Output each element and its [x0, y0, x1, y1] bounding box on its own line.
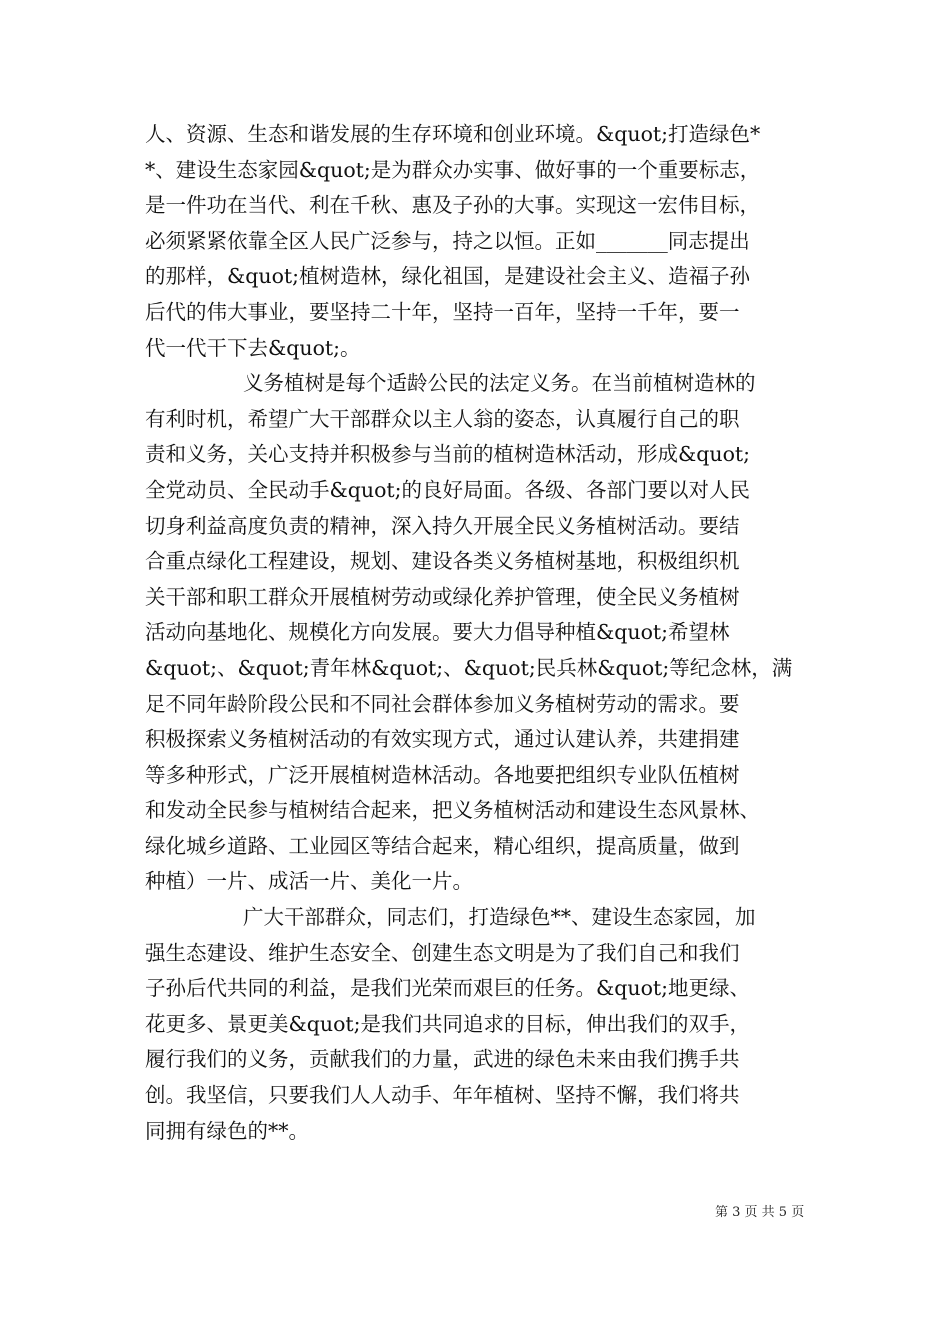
- text-line: 种植）一片、成活一片、美化一片。: [145, 869, 473, 894]
- text-line: 足不同年龄阶段公民和不同社会群体参加义务植树劳动的需求。要: [145, 691, 740, 716]
- text-line: 义务植树是每个适龄公民的法定义务。在当前植树造林的: [243, 371, 756, 396]
- text-line: 后代的伟大事业，要坚持二十年，坚持一百年，坚持一千年，要一: [145, 299, 740, 324]
- text-line: 同拥有绿色的**。: [145, 1118, 309, 1143]
- text-line: 必须紧紧依靠全区人民广泛参与，持之以恒。正如_______同志提出: [145, 228, 750, 253]
- text-line: 关干部和职工群众开展植树劳动或绿化养护管理，使全民义务植树: [145, 584, 740, 609]
- text-line: 子孙后代共同的利益，是我们光荣而艰巨的任务。&quot;地更绿、: [145, 976, 751, 1001]
- text-line: 代一代干下去&quot;。: [145, 335, 361, 360]
- text-line: 人、资源、生态和谐发展的生存环境和创业环境。&quot;打造绿色*: [145, 122, 761, 146]
- text-line: &quot;、&quot;青年林&quot;、&quot;民兵林&quot;等纪念林，满: [145, 655, 793, 680]
- text-line: *、建设生态家园&quot;是为群众办实事、做好事的一个重要标志，: [145, 157, 761, 182]
- text-line: 绿化城乡道路、工业园区等结合起来，精心组织，提高质量，做到: [145, 833, 740, 858]
- page-number-footer: 第 3 页 共 5 页: [715, 1205, 805, 1220]
- text-line: 广大干部群众，同志们，打造绿色**、建设生态家园，加: [243, 905, 756, 930]
- text-line: 履行我们的义务，贡献我们的力量，武进的绿色未来由我们携手共: [145, 1047, 740, 1072]
- text-line: 强生态建设、维护生态安全、创建生态文明是为了我们自己和我们: [145, 940, 740, 965]
- text-line: 活动向基地化、规模化方向发展。要大力倡导种植&quot;希望林: [145, 620, 730, 645]
- paragraph-1: [145, 117, 805, 366]
- paragraph-3: [145, 900, 805, 1149]
- text-line: 有利时机，希望广大干部群众以主人翁的姿态，认真履行自己的职: [145, 406, 740, 431]
- text-line: 切身利益高度负责的精神，深入持久开展全民义务植树活动。要结: [145, 513, 740, 538]
- document-body: [145, 117, 805, 1149]
- text-line: 积极探索义务植树活动的有效实现方式，通过认建认养，共建捐建: [145, 727, 740, 752]
- text-line: 和发动全民参与植树结合起来，把义务植树活动和建设生态风景林、: [145, 798, 760, 823]
- paragraph-2: [145, 366, 805, 900]
- text-line: 全党动员、全民动手&quot;的良好局面。各级、各部门要以对人民: [145, 477, 751, 502]
- text-line: 是一件功在当代、利在千秋、惠及子孙的大事。实现这一宏伟目标，: [145, 193, 760, 218]
- text-line: 责和义务，关心支持并积极参与当前的植树造林活动，形成&quot;: [145, 442, 751, 467]
- text-line: 等多种形式，广泛开展植树造林活动。各地要把组织专业队伍植树: [145, 762, 740, 787]
- text-line: 合重点绿化工程建设，规划、建设各类义务植树基地，积极组织机: [145, 549, 740, 574]
- text-line: 花更多、景更美&quot;是我们共同追求的目标，伸出我们的双手，: [145, 1011, 751, 1036]
- text-line: 创。我坚信，只要我们人人动手、年年植树、坚持不懈，我们将共: [145, 1083, 740, 1108]
- text-line: 的那样，&quot;植树造林，绿化祖国，是建设社会主义、造福子孙: [145, 264, 751, 289]
